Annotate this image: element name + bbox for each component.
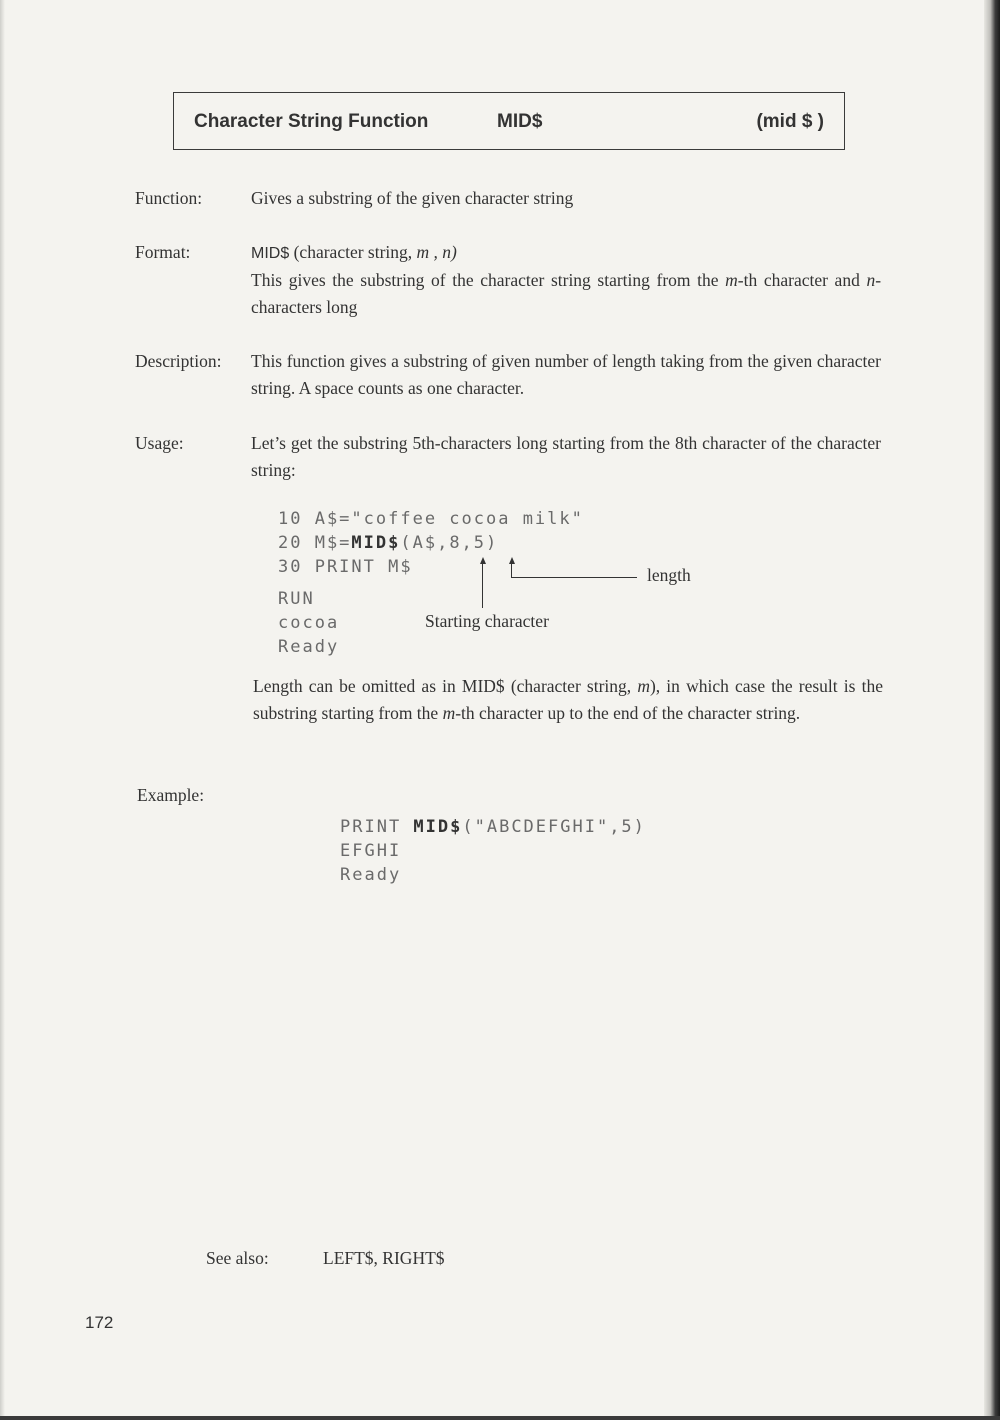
usage-note-2: ), in which case the result is the substring starting from the bbox=[253, 676, 883, 723]
annotation-length: length bbox=[647, 565, 691, 585]
format-desc-3: -characters long bbox=[251, 270, 882, 317]
function-category: Character String Function bbox=[194, 111, 429, 132]
title-box bbox=[173, 92, 845, 150]
format-syntax-name: MID$ bbox=[251, 245, 290, 262]
usage-text: Let’s get the substring 5th-characters long starting from the 8th character of the character string: bbox=[251, 433, 881, 480]
page-shadow-left bbox=[0, 0, 5, 1420]
code-ready: Ready bbox=[278, 637, 340, 657]
function-text: Gives a substring of the given character string bbox=[251, 188, 574, 208]
format-desc-n: n bbox=[866, 270, 876, 290]
annotation-line-start bbox=[482, 563, 483, 608]
example-args: ("ABCDEFGHI",5) bbox=[462, 817, 646, 837]
code-line-20-prefix: 20 M$= bbox=[278, 533, 352, 553]
usage-note-m: m bbox=[637, 676, 650, 696]
format-desc-2: -th character and bbox=[737, 270, 867, 290]
see-also-text: LEFT$, RIGHT$ bbox=[323, 1248, 445, 1268]
format-syntax-params: m , n) bbox=[416, 242, 457, 262]
see-also-label: See also: bbox=[206, 1248, 269, 1268]
example-ready: Ready bbox=[340, 865, 402, 885]
usage-note-1: Length can be omitted as in MID$ (character string, bbox=[253, 676, 638, 696]
example-print: PRINT bbox=[340, 817, 414, 837]
format-text bbox=[251, 239, 881, 321]
code-run: RUN bbox=[278, 589, 315, 609]
annotation-starting-character: Starting character bbox=[425, 611, 549, 631]
code-line-20-func: MID$ bbox=[351, 533, 401, 553]
format-desc-1: This gives the substring of the character string starting from the bbox=[251, 270, 726, 290]
format-desc-m: m bbox=[725, 270, 738, 290]
example-result: EFGHI bbox=[340, 841, 402, 861]
usage-note bbox=[253, 673, 883, 727]
code-line-10: 10 A$="coffee cocoa milk" bbox=[278, 509, 584, 529]
code-line-30: 30 PRINT M$ bbox=[278, 557, 413, 577]
code-line-20-args: (A$,8,5) bbox=[400, 533, 499, 553]
function-label: Function: bbox=[135, 188, 203, 208]
page-edge-bottom bbox=[0, 1416, 1000, 1420]
description-label: Description: bbox=[135, 351, 222, 371]
code-output: cocoa bbox=[278, 613, 340, 633]
description-text: This function gives a substring of given number of length taking from the given character string. A space counts as one character. bbox=[251, 351, 881, 398]
usage-note-3: -th character up to the end of the character string. bbox=[455, 703, 801, 723]
code-line-20 bbox=[278, 533, 498, 553]
usage-note-m2: m bbox=[442, 703, 456, 723]
example-func: MID$ bbox=[413, 817, 463, 837]
format-syntax-args: (character string, bbox=[289, 242, 417, 262]
annotation-line-length-h bbox=[511, 577, 637, 578]
example-label: Example: bbox=[137, 785, 205, 805]
format-label: Format: bbox=[135, 242, 191, 262]
annotation-line-length-v bbox=[511, 563, 512, 578]
example-code-line bbox=[340, 817, 646, 837]
usage-label: Usage: bbox=[135, 433, 184, 453]
function-name: MID$ bbox=[497, 111, 543, 132]
function-pronunciation: (mid $ ) bbox=[756, 111, 824, 132]
page-edge-right bbox=[984, 0, 1000, 1420]
page-number: 172 bbox=[85, 1313, 114, 1332]
